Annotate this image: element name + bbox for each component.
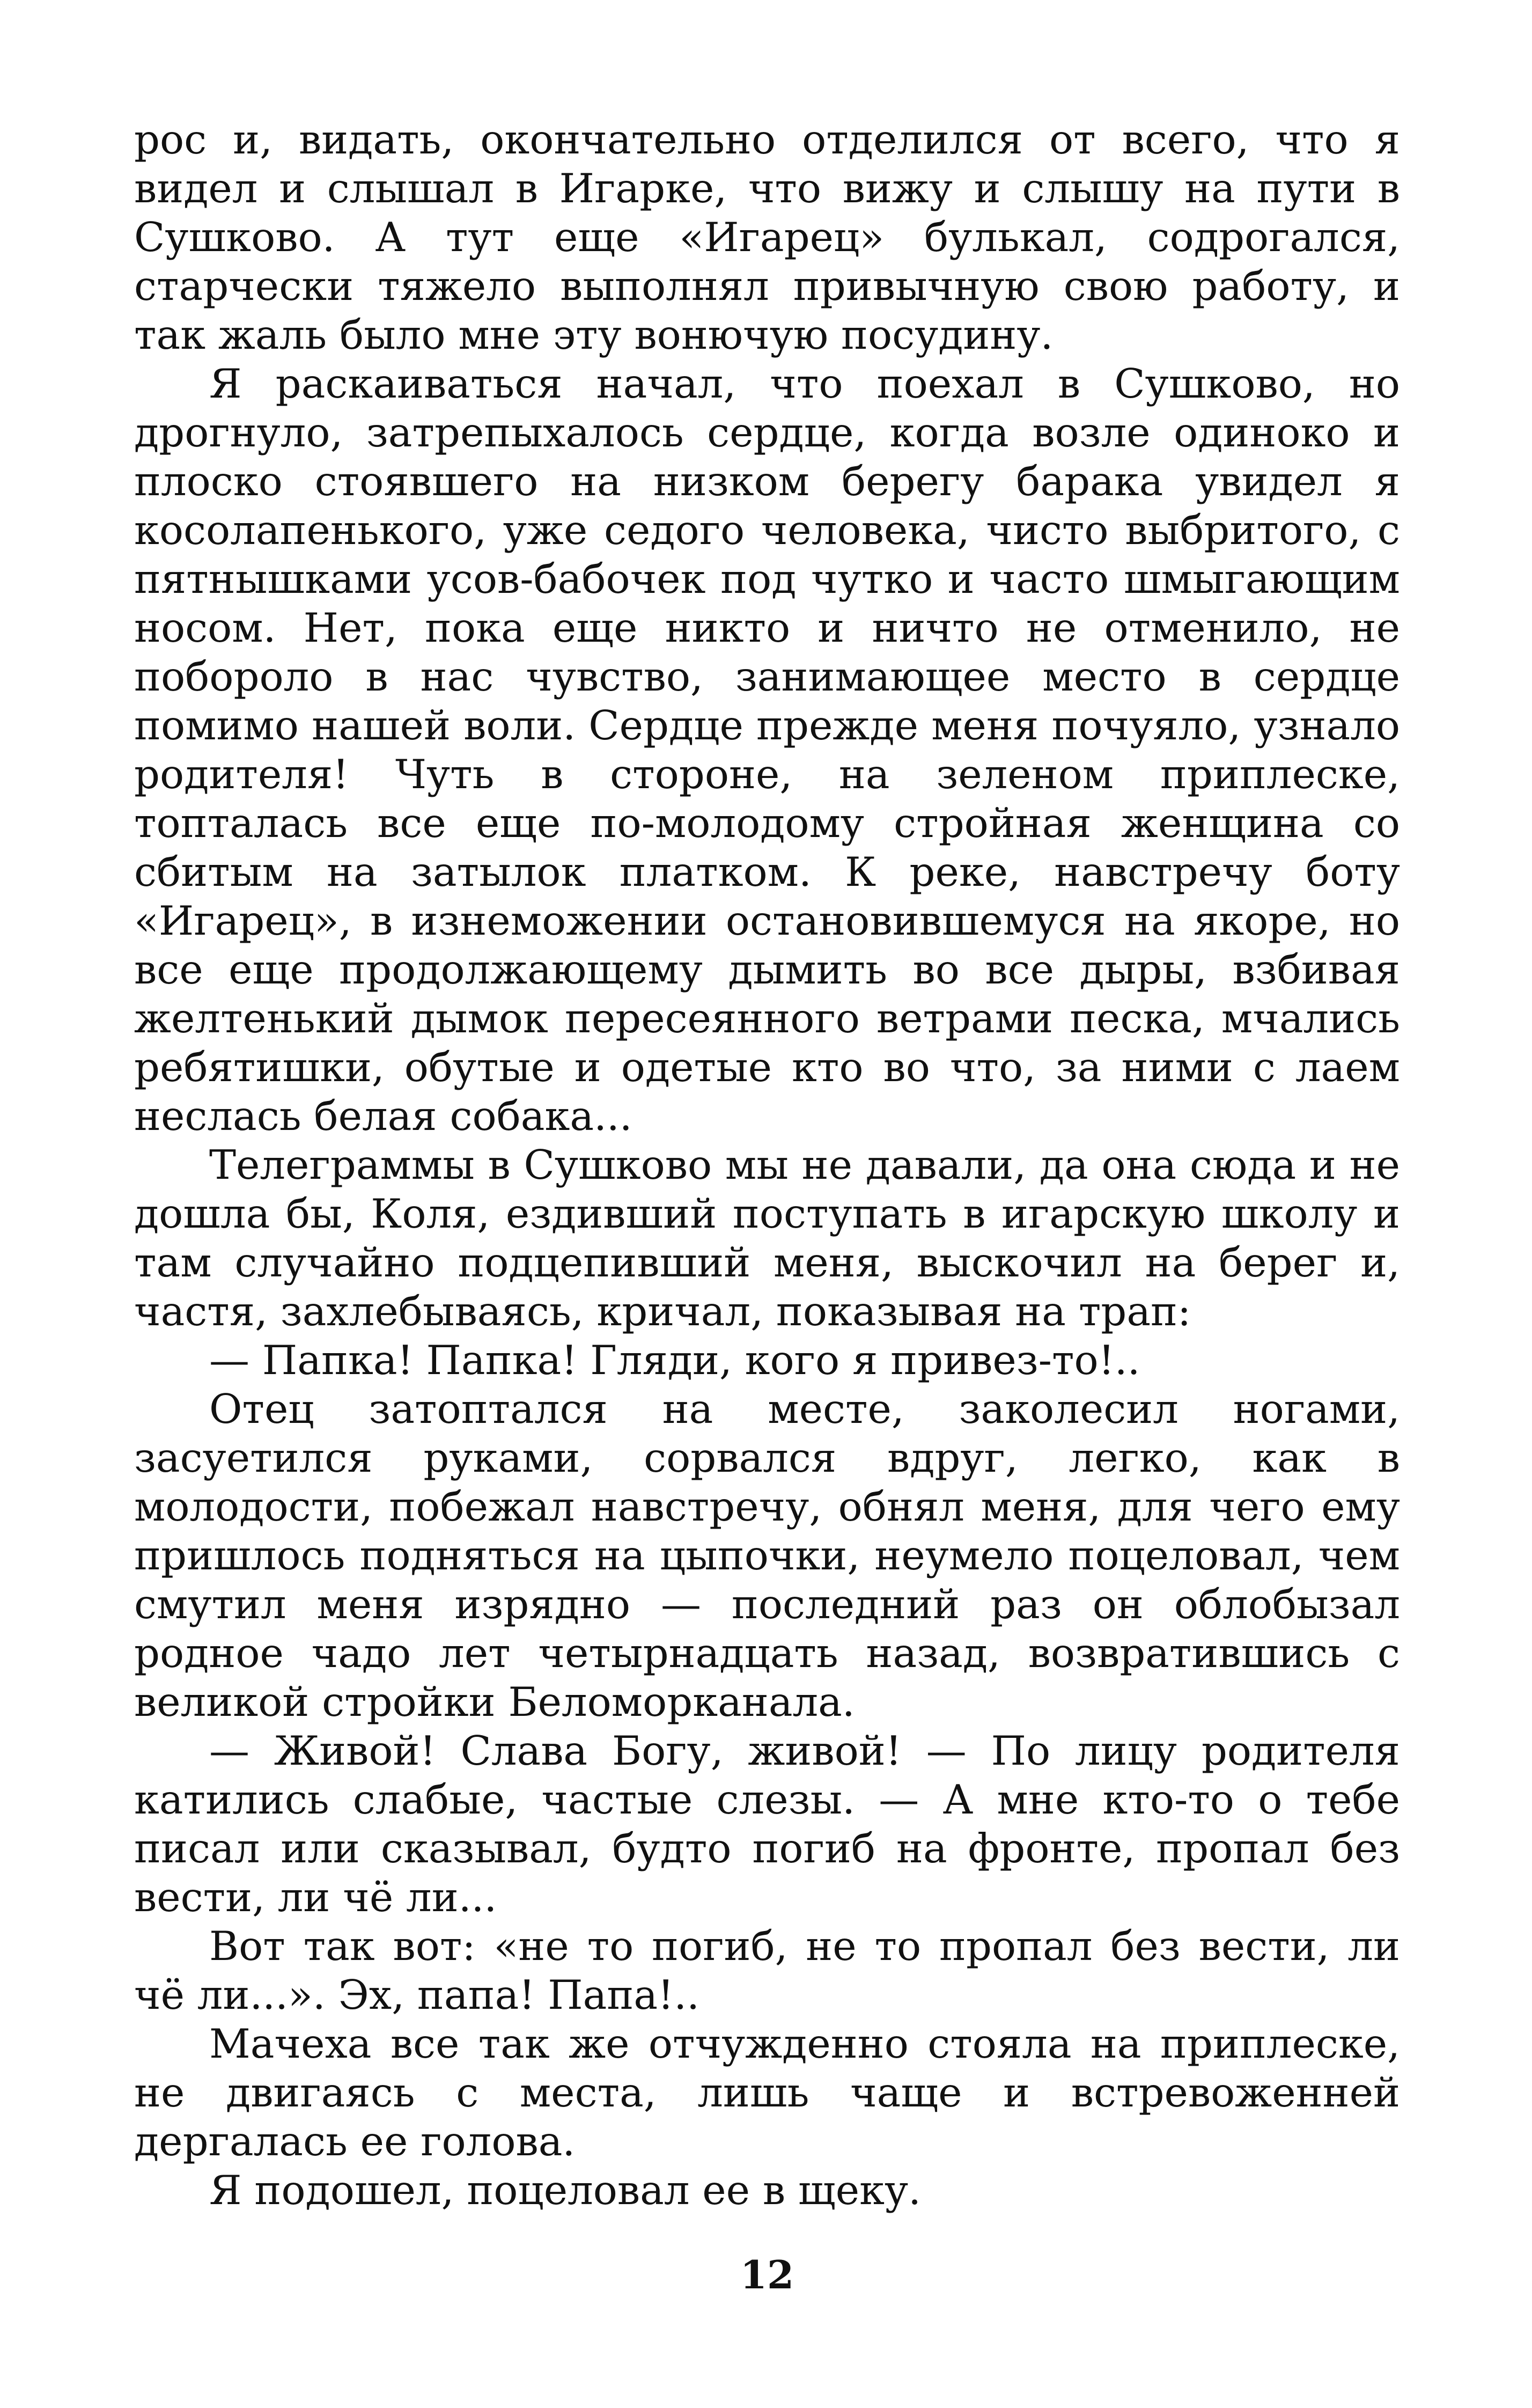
paragraph: Я подошел, поцеловал ее в щеку. <box>209 2167 921 2214</box>
book-page <box>134 115 1400 2315</box>
paragraph: Отец затоптался на месте, заколесил ногами, засуетился руками, сорвался вдруг, легко, как в молодости, побежал навстречу, обнял меня, для чего ему пришлось подняться на цыпочки, неумело поцеловал, чем смутил меня изрядно — последний раз он облобызал родное чадо лет четырнадцать назад, возвратившись с великой стройки Беломорканала. <box>134 1385 1400 1726</box>
paragraph: Телеграммы в Сушково мы не давали, да она сюда и не дошла бы, Коля, ездивший поступать в игарскую школу и там случайно подцепивший меня, выскочил на берег и, частя, захлебываясь, кричал, показывая на трап: <box>134 1141 1400 1335</box>
dialogue-line: — Папка! Папка! Гляди, кого я привез-то!.. <box>209 1337 1140 1384</box>
paragraph: рос и, видать, окончательно отделился от всего, что я видел и слышал в Игарке, что вижу и слышу на пути в Сушково. А тут еще «Игарец» булькал, содрогался, старчески тяжело выполнял привычную свою работу, и так жаль было мне эту вонючую посудину. <box>134 116 1400 358</box>
paragraph: Вот так вот: «не то погиб, не то пропал без вести, ли чё ли...». Эх, папа! Папа!.. <box>134 1922 1400 2018</box>
dialogue-line: — Живой! Слава Богу, живой! — По лицу родителя катились слабые, частые слезы. — А мне кто-то о тебе писал или сказывал, будто погиб на фронте, пропал без вести, ли чё ли... <box>134 1727 1400 1921</box>
paragraph: Я раскаиваться начал, что поехал в Сушково, но дрогнуло, затрепыхалось сердце, когда возле одиноко и плоско стоявшего на низком берегу барака увидел я косолапенького, уже седого человека, чисто выбритого, с пятнышками усов-бабочек под чутко и часто шмыгающим носом. Нет, пока еще никто и ничто не отменило, не побороло в нас чувство, занимающее место в сердце помимо нашей воли. Сердце прежде меня почуяло, узнало родителя! Чуть в стороне, на зеленом приплеске, топталась все еще по-молодому стройная женщина со сбитым на затылок платком. К реке, навстречу боту «Игарец», в изнеможении остановившемуся на якоре, но все еще продолжающему дымить во все дыры, взбивая желтенький дымок пересеянного ветрами песка, мчались ребятишки, обутые и одетые кто во что, за ними с лаем неслась белая собака... <box>134 360 1400 1140</box>
paragraph: Мачеха все так же отчужденно стояла на приплеске, не двигаясь с места, лишь чаще и встревоженней дергалась ее голова. <box>134 2020 1400 2165</box>
page-number: 12 <box>740 2252 794 2297</box>
body-text <box>134 115 1400 2215</box>
